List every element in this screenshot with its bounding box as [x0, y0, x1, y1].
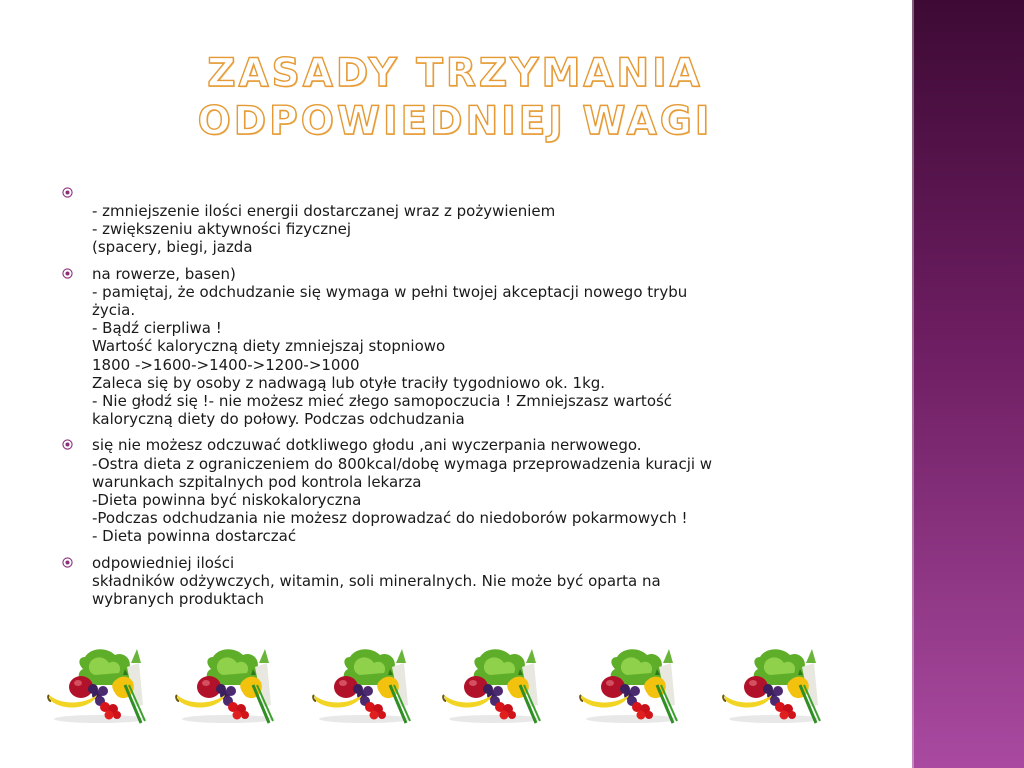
bullet-item: [62, 184, 862, 257]
bullet-text-line: -Dieta powinna być niskokaloryczna: [92, 491, 362, 510]
vegetable-bundle-icon: [45, 645, 155, 725]
bullet-text-line: wybranych produktach: [92, 590, 265, 609]
bullet-text-line: - Nie głodź się !- nie możesz mieć złego samopoczucia ! Zmniejszasz wartość: [92, 392, 673, 411]
vegetable-bundle-icon: [720, 645, 830, 725]
bullet-text-line: - pamiętaj, że odchudzanie się wymaga w pełni twojej akceptacji nowego trybu: [92, 282, 688, 301]
bullet-text-line: [92, 184, 862, 202]
bullet-text-line: odpowiedniej ilości: [92, 553, 235, 572]
bullet-text-line: warunkach szpitalnych pod kontrola lekarza: [92, 472, 422, 491]
vegetable-bundle-icon: [577, 645, 687, 725]
bullet-text-line: Wartość kaloryczną diety zmniejszaj stopniowo: [92, 337, 446, 356]
bullet-text-line: składników odżywczych, witamin, soli mineralnych. Nie może być oparta na: [92, 571, 661, 590]
vegetables-decoration: [40, 645, 870, 725]
circled-dot-bullet-icon: [62, 439, 73, 450]
circled-dot-bullet-icon: [62, 268, 73, 279]
bullet-list: [62, 184, 862, 616]
bullet-text-line: -Podczas odchudzania nie możesz doprowadzać do niedoborów pokarmowych !: [92, 509, 688, 528]
bullet-text-line: na rowerze, basen): [92, 264, 236, 283]
bullet-text-line: się nie możesz odczuwać dotkliwego głodu ,ani wyczerpania nerwowego.: [92, 436, 642, 455]
circled-dot-bullet-icon: [62, 187, 73, 198]
bullet-text-line: - zwiększeniu aktywności fizycznej: [92, 220, 352, 239]
bullet-text-line: -Ostra dieta z ograniczeniem do 800kcal/dobę wymaga przeprowadzenia kuracji w: [92, 454, 713, 473]
bullet-text-line: życia.: [92, 301, 136, 320]
bullet-text-line: - zmniejszenie ilości energii dostarczanej wraz z pożywieniem: [92, 202, 556, 220]
slide-title: ZASADY TRZYMANIA ODPOWIEDNIEJ WAGI: [197, 51, 713, 144]
vegetable-bundle-icon: [173, 645, 283, 725]
circled-dot-bullet-icon: [62, 557, 73, 568]
bullet-item: [62, 436, 862, 545]
bullet-text-line: 1800 ->1600->1400->1200->1000: [92, 355, 360, 374]
bullet-text-line: - Bądź cierpliwa !: [92, 319, 222, 338]
bullet-text-line: (spacery, biegi, jazda: [92, 238, 253, 257]
bullet-item: [62, 265, 862, 429]
bullet-text-line: kaloryczną diety do połowy. Podczas odchudzania: [92, 410, 465, 429]
vegetable-bundle-icon: [440, 645, 550, 725]
bullet-item: [62, 554, 862, 609]
bullet-text-line: Zaleca się by osoby z nadwagą lub otyłe traciły tygodniowo ok. 1kg.: [92, 373, 606, 392]
bullet-text-line: - Dieta powinna dostarczać: [92, 527, 297, 546]
side-decoration-bar: [912, 0, 1024, 768]
vegetable-bundle-icon: [310, 645, 420, 725]
